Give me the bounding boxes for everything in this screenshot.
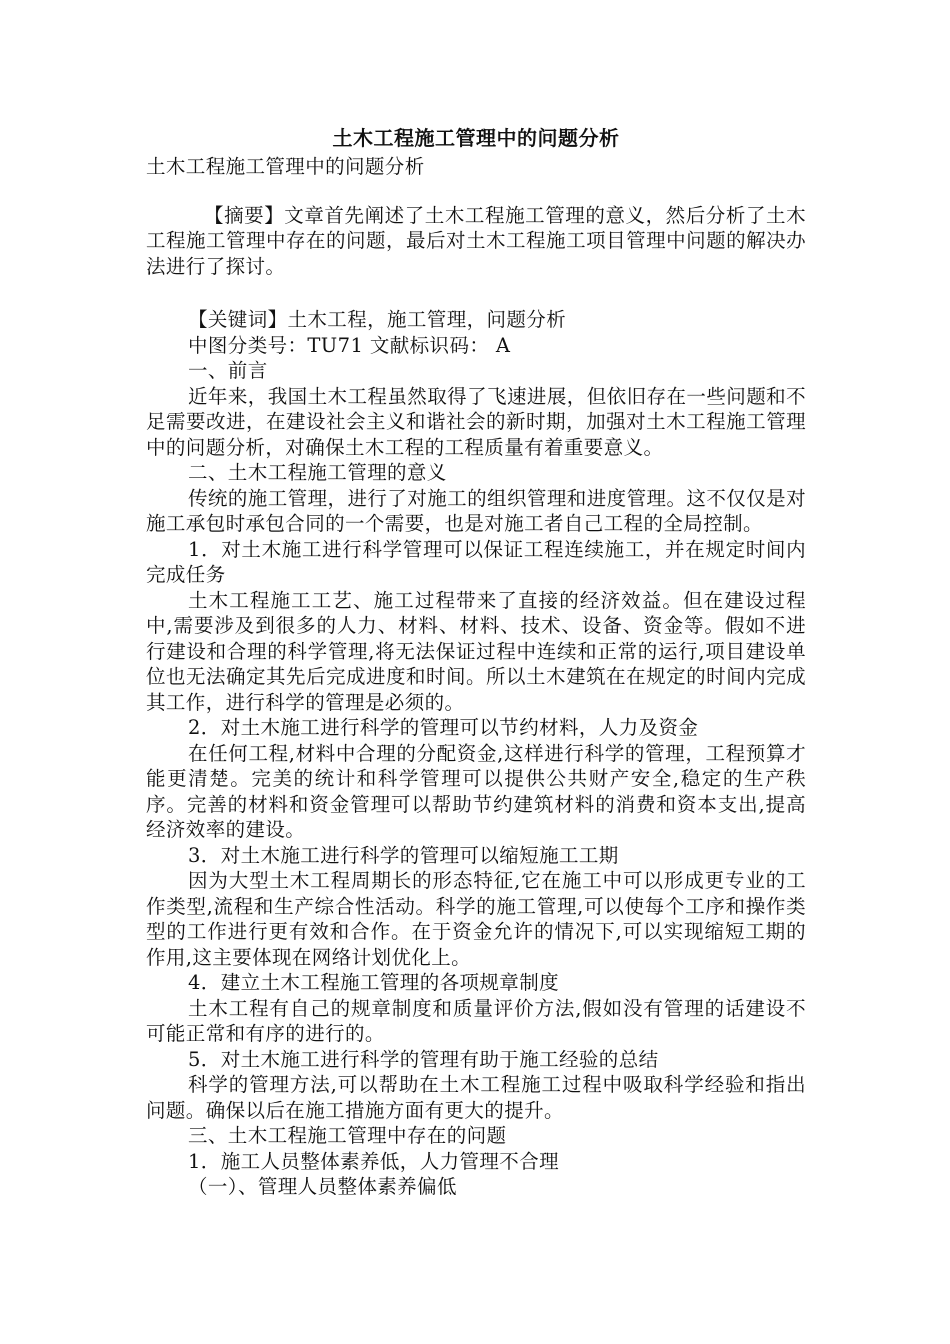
body-paragraph: 土木工程施工工艺、施工过程带来了直接的经济效益。但在建设过程中,需要涉及到很多的人力、材料、材料、技术、设备、资金等。假如不进行建设和合理的科学管理,将无法保证过程中连续和正常的运行,项目建设单位也无法确定其先后完成进度和时间。所以土木建筑在在规定的时间内完成其工作，进行科学的管理是必须的。	[146, 588, 806, 714]
subsection-heading: 5．对土木施工进行科学的管理有助于施工经验的总结	[188, 1047, 659, 1071]
subsection-heading: 3．对土木施工进行科学的管理可以缩短施工工期	[188, 843, 619, 867]
body-paragraph: 土木工程有自己的规章制度和质量评价方法,假如没有管理的话建设不可能正常和有序的进行的。	[146, 996, 806, 1045]
abstract-paragraph: 【摘要】文章首先阐述了土木工程施工管理的意义，然后分析了土木工程施工管理中存在的问题，最后对土木工程施工项目管理中问题的解决办法进行了探讨。	[146, 203, 806, 278]
keywords-line: 【关键词】土木工程，施工管理，问题分析	[188, 308, 567, 331]
document-title: 土木工程施工管理中的问题分析	[332, 126, 620, 150]
subsection-heading: 1．对土木施工进行科学管理可以保证工程连续施工，并在规定时间内完成任务	[146, 537, 806, 586]
body-paragraph: 科学的管理方法,可以帮助在土木工程施工过程中吸取科学经验和指出问题。确保以后在施工措施方面有更大的提升。	[146, 1073, 806, 1122]
section-heading: 一、前言	[188, 359, 268, 382]
section-heading: 二、土木工程施工管理的意义	[188, 461, 447, 484]
body-paragraph: 传统的施工管理，进行了对施工的组织管理和进度管理。这不仅仅是对施工承包时承包合同的一个需要，也是对施工者自己工程的全局控制。	[146, 486, 806, 535]
body-paragraph: 因为大型土木工程周期长的形态特征,它在施工中可以形成更专业的工作类型,流程和生产综合性活动。科学的施工管理,可以使每个工序和操作类型的工作进行更有效和合作。在于资金允许的情况下,可以实现缩短工期的作用,这主要体现在网络计划优化上。	[146, 869, 806, 969]
section-heading: 三、土木工程施工管理中存在的问题	[188, 1124, 507, 1147]
document-subtitle: 土木工程施工管理中的问题分析	[146, 155, 425, 178]
document-page	[146, 122, 806, 1200]
classification-line: 中图分类号：TU71 文献标识码： A	[188, 333, 511, 357]
subsection-heading: 4．建立土木工程施工管理的各项规章制度	[188, 971, 560, 994]
subsection-heading: （一）、管理人员整体素养偏低	[188, 1175, 457, 1198]
subsection-heading: 2．对土木施工进行科学的管理可以节约材料，人力及资金	[188, 716, 699, 739]
body-paragraph: 在任何工程,材料中合理的分配资金,这样进行科学的管理，工程预算才能更清楚。完美的统计和科学管理可以提供公共财产安全,稳定的生产秩序。完善的材料和资金管理可以帮助节约建筑材料的消费和资本支出,提高经济效率的建设。	[146, 741, 806, 841]
subsection-heading: 1．施工人员整体素养低，人力管理不合理	[188, 1149, 560, 1173]
body-paragraph: 近年来，我国土木工程虽然取得了飞速进展，但依旧存在一些问题和不足需要改进，在建设社会主义和谐社会的新时期，加强对土木工程施工管理中的问题分析，对确保土木工程的工程质量有着重要意义。	[146, 384, 806, 459]
